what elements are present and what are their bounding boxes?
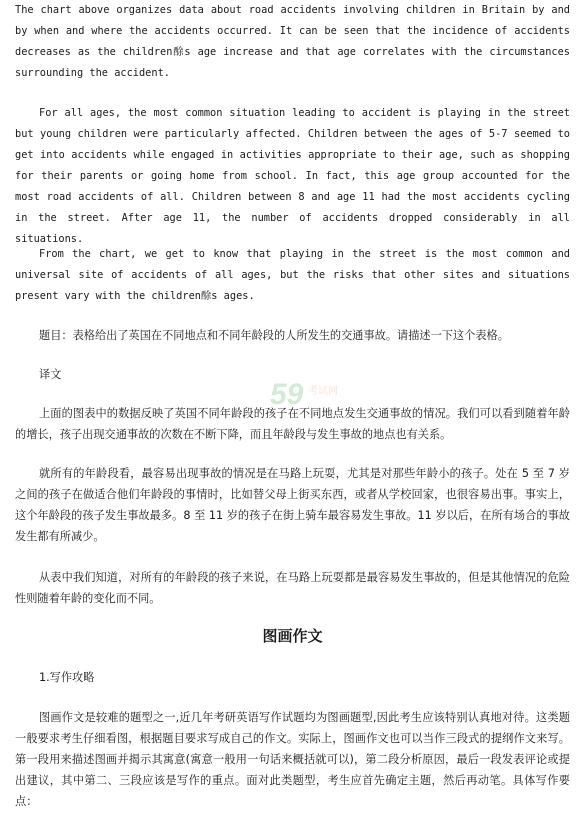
- watermark-text: 考试网: [308, 386, 338, 397]
- writing-strategy-paragraph: 图画作文是较难的题型之一,近几年考研英语写作试题均为图画题型,因此考生应该特别认真地对待。这类题一般要求考生仔细看图，根据题目要求写成自己的作文。实际上，图画作文也可以当作三段式的提纲作文来写。第一段用来描述图画并揭示其寓意(寓意一般用一句话来概括就可以)，第二段分析原因，最后一段发表评论或提出建议，其中第二、三段应该是写作的重点。面对此类题型，考生应首先确定主题，然后再动笔。具体写作要点：: [15, 711, 570, 808]
- translation-paragraph-1: 上面的图表中的数据反映了英国不同年龄段的孩子在不同地点发生交通事故的情况。我们可以看到随着年龄的增长，孩子出现交通事故的次数在不断下降，而且年龄段与发生事故的地点也有关系。: [15, 407, 570, 441]
- translation-paragraph-3: 从表中我们知道，对所有的年龄段的孩子来说，在马路上玩耍都是最容易发生事故的，但是其他情况的危险性则随着年龄的变化而不同。: [15, 571, 570, 605]
- translation-label: 译文: [39, 368, 62, 381]
- english-paragraph-intro: The chart above organizes data about road accidents involving children in Britain by and by when and where the accidents occurred. It can be seen that the incidence of accidents decreases as the children酴s age increase and that age correlates with the circumstances surrounding the accident.: [15, 4, 570, 79]
- translation-paragraph-2: 就所有的年龄段看，最容易出现事故的情况是在马路上玩耍，尤其是对那些年龄小的孩子。处在 5 至 7 岁之间的孩子在做适合他们年龄段的事情时，比如替父母上街买东西，或者从学校回家，也很容易出事。事实上，这个年龄段的孩子发生事故最多。8 至 11 岁的孩子在街上骑车最容易发生事故。11 岁以后，在所有场合的事故发生都有所减少。: [15, 467, 570, 543]
- english-paragraph-all-ages: For all ages, the most common situation leading to accident is playing in the street but young children were particularly affected. Children between the ages of 5-7 seemed to get into accidents while engaged in activities appropriate to their age, such as shopping for their parents or going home from school. In fact, this age group accounted for the most road accidents of all. Children between 8 and age 11 had the most accidents cycling in the street. After age 11, the number of accidents dropped considerably in all situations.: [15, 107, 570, 245]
- watermark-number: 59: [270, 378, 304, 411]
- english-paragraph-conclusion: From the chart, we get to know that playing in the street is the most common and universal site of accidents of all ages, but the risks that other sites and situations present vary with the children酴s ages.: [15, 248, 570, 302]
- subsection-title: 1.写作攻略: [39, 671, 95, 684]
- question-prompt: 题目：表格给出了英国在不同地点和不同年龄段的人所发生的交通事故。请描述一下这个表格。: [39, 329, 509, 342]
- section-heading: 图画作文: [262, 627, 323, 645]
